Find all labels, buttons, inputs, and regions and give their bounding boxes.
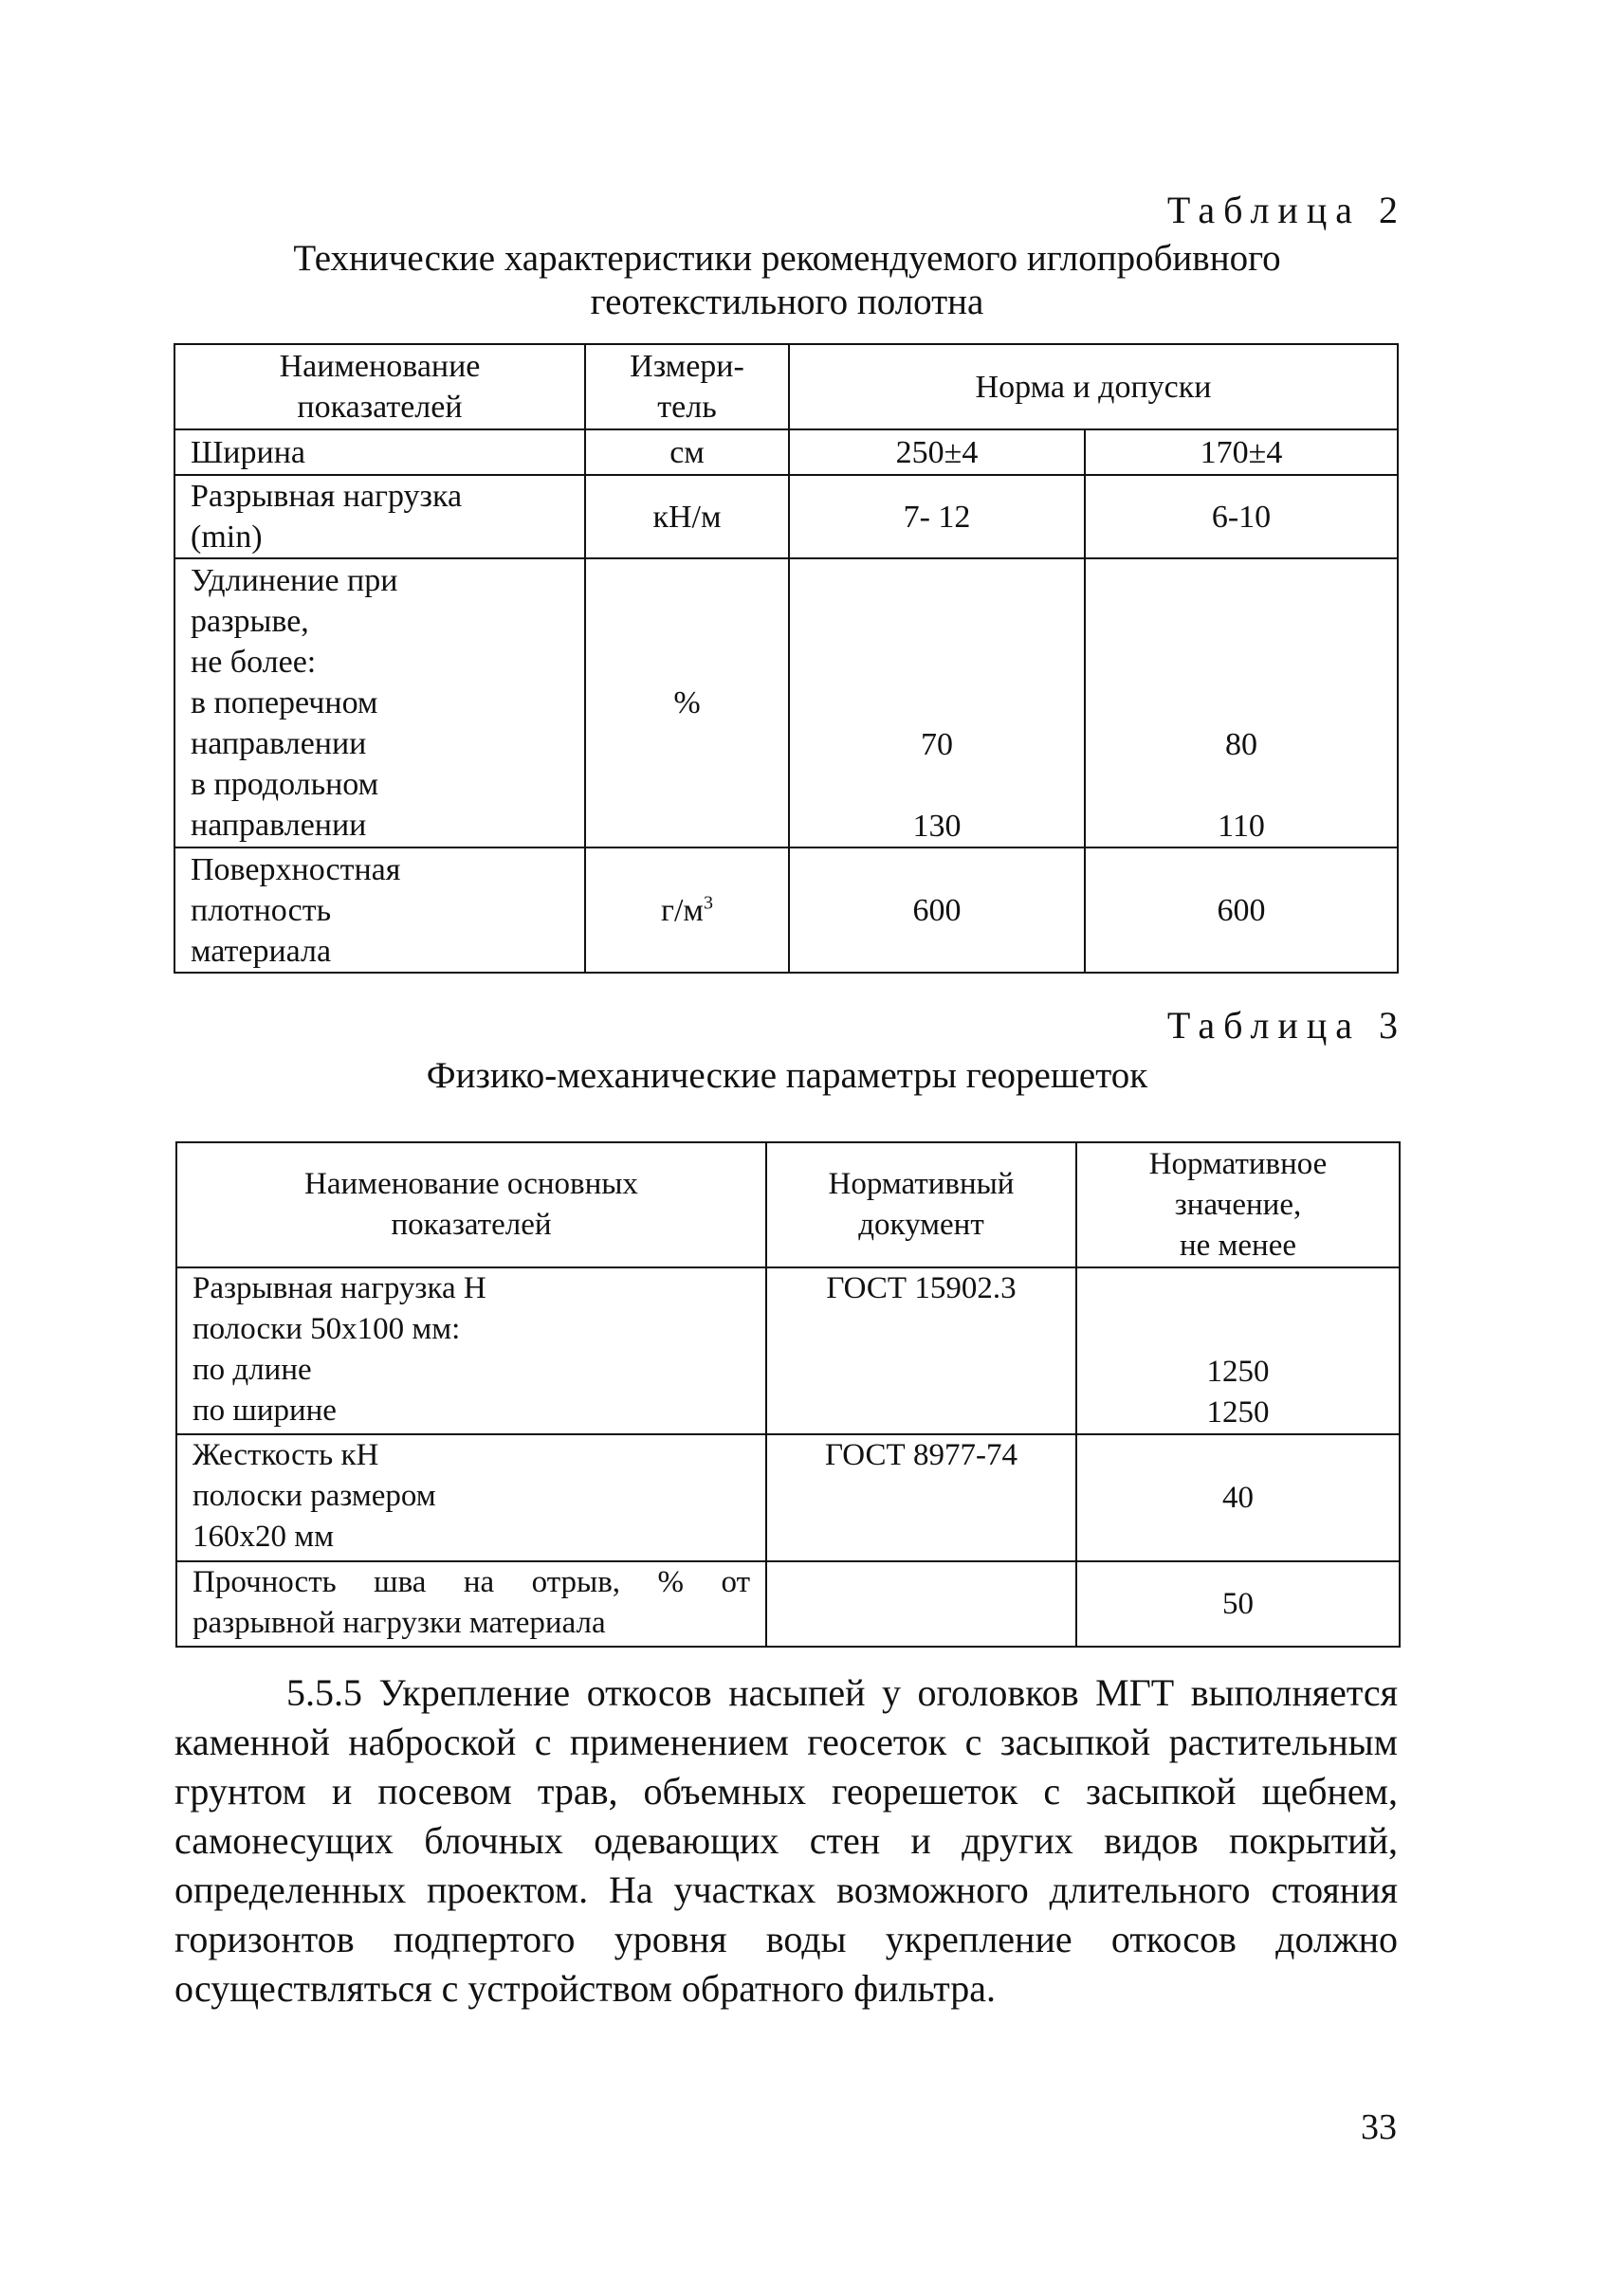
table-row (174, 429, 1398, 475)
unit-exponent: 3 (703, 892, 713, 914)
table-cell: 7- 12 (789, 475, 1085, 558)
table-cell: Жесткость кН полоски размером 160х20 мм (176, 1434, 766, 1561)
table-3-caption: Таблица 3 (1166, 1004, 1406, 1047)
table-row (174, 558, 1398, 847)
table-2-title (171, 237, 1403, 324)
header-cell: Наименование показателей (174, 344, 585, 429)
table-2-title-line2: геотекстильного полотна (590, 282, 984, 322)
table-cell: ГОСТ 8977-74 (766, 1434, 1076, 1561)
table-cell: Разрывная нагрузка (min) (174, 475, 585, 558)
table-row (174, 344, 1398, 429)
table-row (176, 1142, 1400, 1267)
table-row (174, 847, 1398, 973)
table-cell: см (585, 429, 789, 475)
table-row (176, 1434, 1400, 1561)
table-row (176, 1267, 1400, 1434)
table-cell: кН/м (585, 475, 789, 558)
table-cell: Ширина (174, 429, 585, 475)
page-number: 33 (1361, 2107, 1397, 2147)
header-cell: Измери- тель (585, 344, 789, 429)
table-row (174, 475, 1398, 558)
table-cell: 600 (789, 847, 1085, 973)
paragraph-text: 5.5.5 Укрепление откосов насыпей у оголовков МГТ выполняется каменной наброской с применением геосеток с засыпкой растительным грунтом и посевом трав, объемных георешеток с засыпкой щебнем, самонесущих блочных одевающих стен и других видов покрытий, определенных проектом. На участках возможного длительного стояния горизонтов подпертого уровня воды укрепление откосов должно осуществляться с устройством обратного фильтра. (174, 1671, 1398, 2010)
header-cell: Норма и допуски (789, 344, 1398, 429)
table-cell: Разрывная нагрузка Н полоски 50х100 мм: по длине по ширине (176, 1267, 766, 1434)
header-cell: Нормативный документ (766, 1142, 1076, 1267)
table-3-title: Физико-механические параметры георешеток (426, 1055, 1148, 1096)
table-cell: 250±4 (789, 429, 1085, 475)
table-cell (789, 558, 1085, 847)
table-2-title-line1: Технические характеристики рекомендуемого иглопробивного (293, 238, 1281, 279)
table-cell: 50 (1076, 1561, 1400, 1647)
paragraph-5-5-5 (174, 1668, 1398, 2014)
table-cell: 6-10 (1085, 475, 1398, 558)
table-cell (585, 847, 789, 973)
table-cell: Прочность шва на отрыв, % от разрывной нагрузки материала (176, 1561, 766, 1647)
table-cell: % (585, 558, 789, 847)
value-transverse: 80 (1225, 727, 1257, 762)
table-cell (766, 1561, 1076, 1647)
unit-base: г/м (661, 892, 704, 928)
value-transverse: 70 (921, 727, 953, 762)
header-cell: Наименование основных показателей (176, 1142, 766, 1267)
table-cell (1085, 558, 1398, 847)
table-cell: 1250 1250 (1076, 1267, 1400, 1434)
table-cell: 170±4 (1085, 429, 1398, 475)
value-longitudinal: 130 (912, 809, 962, 844)
table-row (176, 1561, 1400, 1647)
table-cell: Поверхностная плотность материала (174, 847, 585, 973)
table-3 (175, 1141, 1401, 1648)
table-cell: 600 (1085, 847, 1398, 973)
table-cell: Удлинение при разрыве, не более: в поперечном направлении в продольном направлении (174, 558, 585, 847)
header-cell: Нормативное значение, не менее (1076, 1142, 1400, 1267)
value-longitudinal: 110 (1218, 809, 1265, 844)
table-2 (174, 343, 1399, 974)
table-cell: ГОСТ 15902.3 (766, 1267, 1076, 1434)
table-2-caption: Таблица 2 (1166, 189, 1406, 231)
table-cell: 40 (1076, 1434, 1400, 1561)
